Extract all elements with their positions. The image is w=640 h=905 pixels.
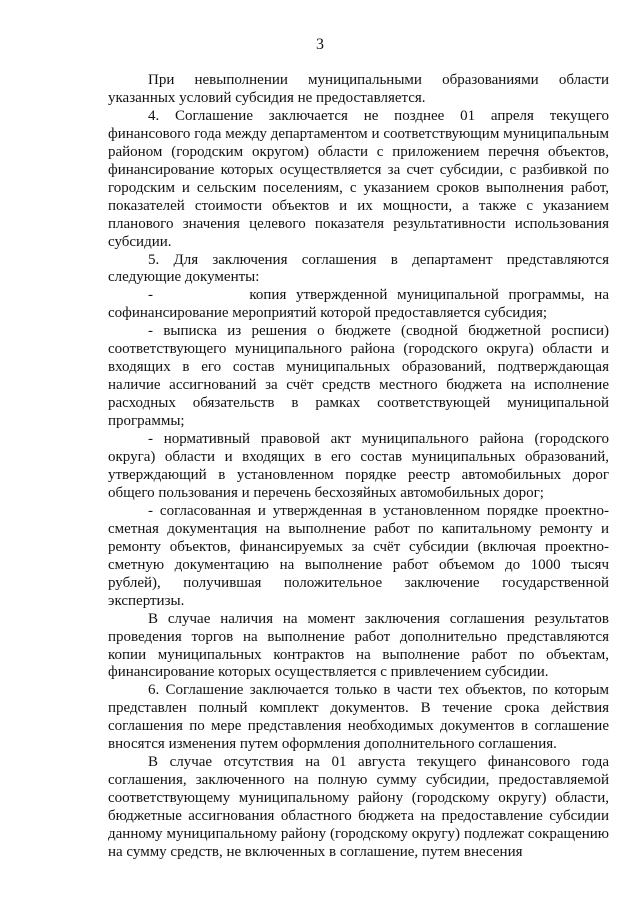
paragraph-tender-results: В случае наличия на момент заключения соглашения результатов проведения торгов на выполнение работ дополнительно представляются копии муниципальных контрактов на выполнение работ по объектам, финансирование которых осуществляется с привлечением субсидии.	[108, 610, 609, 681]
page-number: 3	[316, 36, 324, 53]
list-item-budget-extract: - выписка из решения о бюджете (сводной бюджетной росписи) соответствующего муниципального района (городского округа) области и входящих в его состав муниципальных образований, подтверждающая наличие ассигнований за счёт средств местного бюджета на исполнение расходных обязательств в рамках соответствующей муниципальной программы;	[108, 323, 609, 430]
paragraph-6-partial-agreement: 6. Соглашение заключается только в части тех объектов, по которым представлен полный комплект документов. В течение срока действия соглашения по мере представления необходимых документов в соглашение вносятся изменения путем оформления дополнительного соглашения.	[108, 682, 609, 753]
list-item-design-documentation: - согласованная и утвержденная в установленном порядке проектно-сметная документация на выполнение работ по капитальному ремонту и ремонту объектов, финансируемых за счёт субсидии (включая проектно-сметную документацию на выполнение работ объемом до 1000 тысяч рублей), получившая положительное заключение государственной экспертизы.	[108, 502, 609, 609]
document-body	[108, 72, 613, 862]
paragraph-subsidy-condition: При невыполнении муниципальными образованиями области указанных условий субсидия не предоставляется.	[108, 72, 609, 106]
list-item-program-copy: - копия утвержденной муниципальной программы, на софинансирование мероприятий которой предоставляется субсидия;	[108, 287, 613, 322]
list-item-normative-act: - нормативный правовой акт муниципального района (городского округа) области и входящих в его состав муниципальных образований, утверждающий в установленном порядке реестр автомобильных дорог общего пользования и перечень бесхозяйных автомобильных дорог;	[108, 431, 609, 501]
paragraph-august-reduction: В случае отсутствия на 01 августа текущего финансового года соглашения, заключенного на полную сумму субсидии, предоставляемой соответствующему муниципальному району (городскому округу) области, бюджетные ассигнования областного бюджета на предоставление субсидии данному муниципальному району (городскому округу) подлежат сокращению на сумму средств, не включенных в соглашение, путем внесения	[108, 754, 609, 860]
paragraph-4-agreement-deadline: 4. Соглашение заключается не позднее 01 апреля текущего финансового года между департаментом и соответствующим муниципальным районом (городским округом) области с приложением перечня объектов, финансирование которых осуществляется за счет субсидии, с разбивкой по городским и сельским поселениям, с указанием сроков выполнения работ, показателей стоимости объектов и их мощности, а также с указанием планового значения целевого показателя результативности использования субсидии.	[108, 107, 609, 250]
paragraph-5-documents-intro: 5. Для заключения соглашения в департамент представляются следующие документы:	[108, 251, 609, 286]
